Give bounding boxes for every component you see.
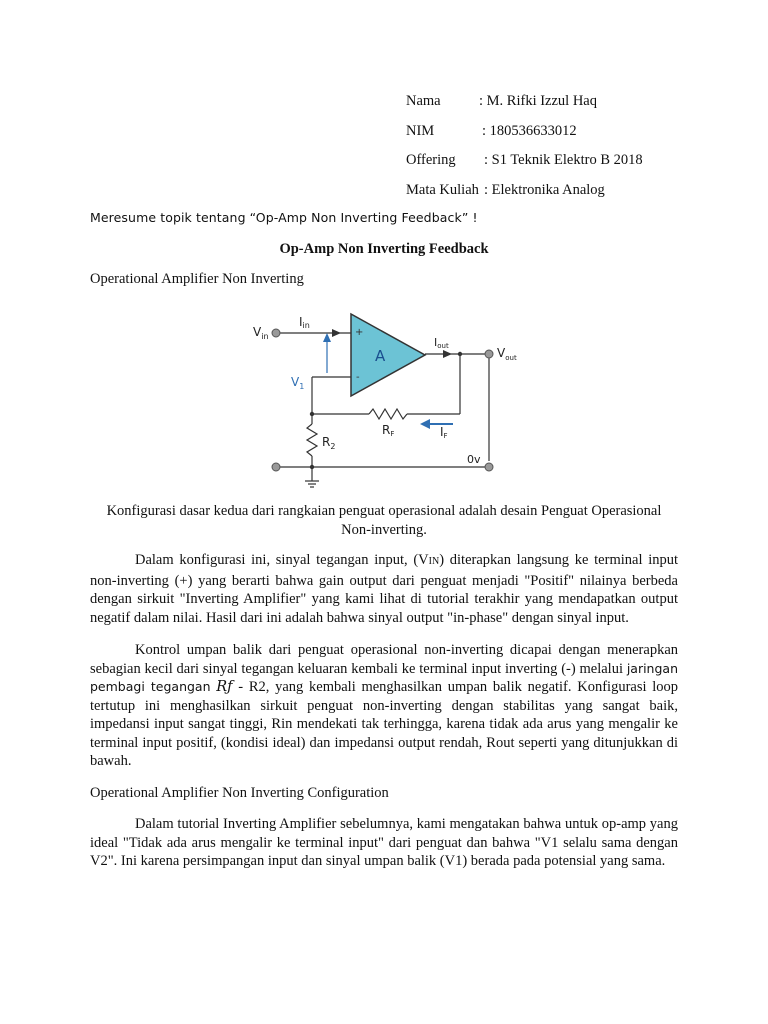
resistor-rf: [369, 409, 407, 419]
paragraph-2-sans-phrase: jaringan pembagi tegangan: [90, 660, 678, 694]
info-value: : S1 Teknik Elektro B 2018: [484, 152, 643, 168]
ground-terminal-right: [485, 463, 493, 471]
v1-arrow-icon: [323, 333, 331, 342]
info-label: NIM: [406, 123, 435, 139]
v1-label: $V_1$: [291, 375, 305, 391]
info-label: Nama: [406, 93, 441, 109]
iout-label: Iout: [434, 336, 449, 350]
vout-terminal: [485, 350, 493, 358]
info-label: Mata Kuliah: [406, 182, 479, 198]
section-heading-2: Operational Amplifier Non Inverting Configuration: [90, 785, 389, 801]
paragraph-2: [90, 641, 678, 771]
vin-label: $V_{in}$: [253, 325, 269, 341]
plus-terminal-label: +: [355, 327, 364, 338]
info-row-offering: [406, 151, 643, 169]
info-label: Offering: [406, 152, 456, 168]
paragraph-1-text-a: Dalam konfigurasi ini, sinyal tegangan input, (V: [135, 552, 429, 568]
if-label: IF: [440, 425, 448, 440]
minus-terminal-label: -: [356, 372, 360, 383]
vin-subscript: IN: [428, 556, 440, 567]
ground-terminal-left: [272, 463, 280, 471]
info-row-nama: [406, 92, 597, 110]
paragraph-1: [90, 551, 678, 627]
info-row-nim: [406, 122, 577, 140]
page-title: Op-Amp Non Inverting Feedback: [279, 241, 489, 257]
paragraph-2-text-b: - R2, yang kembali menghasilkan umpan balik negatif. Konfigurasi loop tertutup ini menghasilkan sirkuit penguat non-inverting dengan stabilitas yang sangat baik, impedansi input sangat tinggi, Rin mendekati tak terhingga, karena tidak ada arus yang mengalir ke terminal input positif, (kondisi ideal) dan impedansi output rendah, Rout seperti yang ditunjukkan di bawah.: [90, 679, 679, 769]
info-row-mata-kuliah: [406, 181, 605, 199]
rf-label: RF: [382, 423, 395, 438]
paragraph-2-text-a: Kontrol umpan balik dari penguat operasional non-inverting dicapai dengan menerapkan sebagian kecil dari sinyal tegangan keluaran kembali ke terminal input inverting (-) melalui: [90, 642, 678, 677]
figure-caption: Konfigurasi dasar kedua dari rangkaian penguat operasional adalah desain Penguat Operasional Non-inverting.: [106, 503, 662, 538]
r2-label: $R_2$: [322, 435, 336, 451]
junction-output: [458, 352, 462, 356]
iin-arrow-icon: [332, 329, 341, 337]
vout-label: $V_{out}$: [497, 346, 517, 362]
info-value: : Elektronika Analog: [484, 182, 605, 198]
non-inverting-opamp-diagram: [245, 305, 535, 495]
rf-symbol: Rƒ: [216, 679, 233, 695]
iout-arrow-icon: [443, 350, 452, 358]
junction-v1: [310, 412, 314, 416]
paragraph-1-text-b: ) diterapkan langsung ke terminal input non-inverting (+) yang berarti bahwa gain output dari penguat menjadi "Positif" nilainya berbeda dengan sirkuit "Inverting Amplifier" yang kami lihat di tutorial terakhir yang mendapatkan output negatif dalam nilai. Hasil dari ini adalah bahwa sinyal output "in-phase" dengan sinyal input.: [90, 552, 678, 626]
info-value: : 180536633012: [482, 123, 577, 139]
if-arrow-icon: [420, 419, 430, 429]
section-heading-1: Operational Amplifier Non Inverting: [90, 271, 304, 287]
info-value: : M. Rifki Izzul Haq: [479, 93, 597, 109]
vin-terminal: [272, 329, 280, 337]
intro-instruction: Meresume topik tentang “Op-Amp Non Inverting Feedback” !: [90, 210, 478, 225]
resistor-r2: [307, 424, 317, 456]
amp-gain-label: A: [375, 347, 386, 365]
paragraph-3: Dalam tutorial Inverting Amplifier sebelumnya, kami mengatakan bahwa untuk op-amp yang ideal "Tidak ada arus mengalir ke terminal input" dari penguat dan bahwa "V1 selalu sama dengan V2". Ini karena persimpangan input dan sinyal umpan balik (V1) berada pada potensial yang sama.: [90, 816, 678, 869]
junction-ground: [310, 465, 314, 469]
ground-label: 0v: [467, 453, 481, 466]
iin-label: Iin: [299, 315, 310, 330]
